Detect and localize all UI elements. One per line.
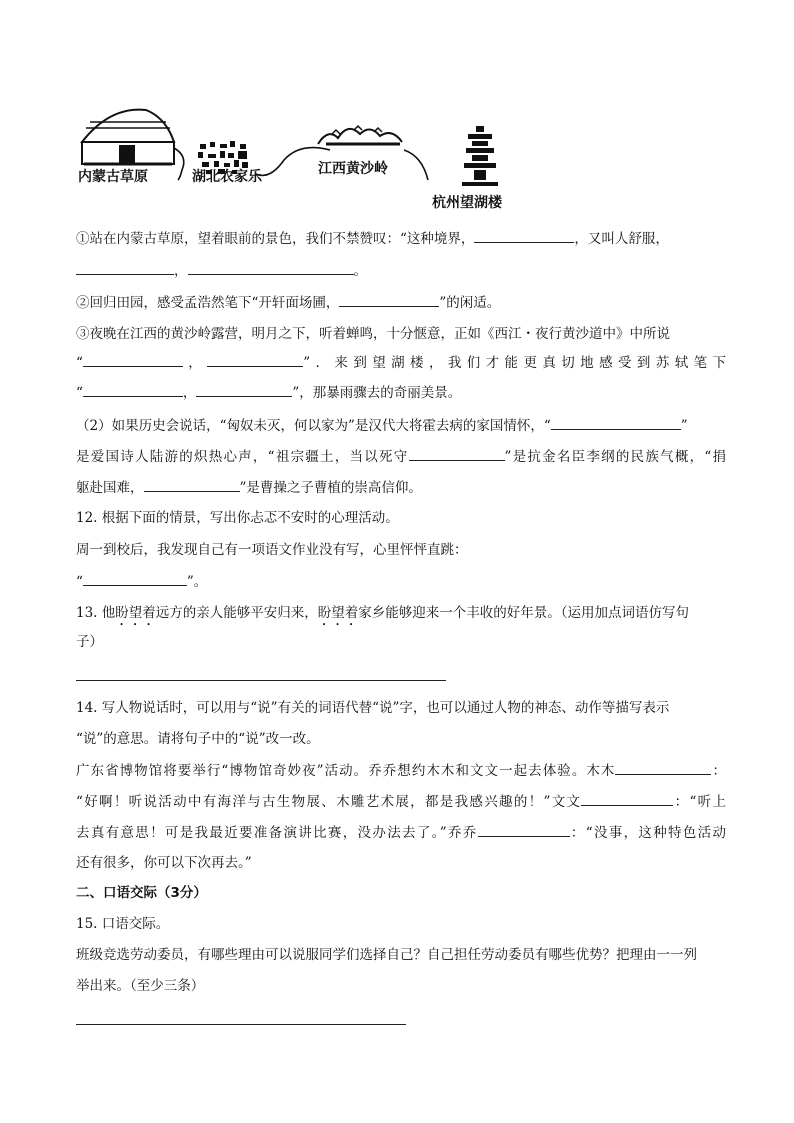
q15-body-line1: 班级竞选劳动委员，有哪些理由可以说服同学们选择自己？自己担任劳动委员有哪些优势？把理由一一列 (76, 947, 697, 963)
answer-blank[interactable] (76, 261, 174, 275)
map-label-hubei: 湖北农家乐 (192, 169, 262, 185)
dotted-word: 盼望着 (115, 605, 156, 621)
answer-blank[interactable] (83, 353, 183, 367)
answer-blank[interactable] (474, 229, 574, 243)
q11-item1-line2: ， 。 (76, 261, 726, 280)
q11-item3-line2: “ ， ”．来到望湖楼，我们才能更真切地感受到苏轼笔下 (76, 355, 726, 371)
answer-blank[interactable] (207, 353, 303, 367)
q14-passage-line1: 广东省博物馆将要举行“博物馆奇妙夜”活动。乔乔想约木木和文文一起去体验。木木 ： (76, 763, 726, 779)
answer-blank[interactable] (551, 416, 681, 430)
q14-title-line1: 14. 写人物说话时，可以用与“说”有关的词语代替“说”字，也可以通过人物的神态、动作等描写表示 (76, 700, 670, 716)
q11-part2-line1: （2）如果历史会说话，“匈奴未灭，何以家为”是汉代大将霍去病的家国情怀，“ ” (76, 418, 688, 434)
answer-blank[interactable] (83, 383, 183, 397)
answer-blank[interactable] (615, 761, 711, 775)
answer-blank[interactable] (581, 792, 673, 806)
mountain-icon (318, 126, 402, 144)
dotted-word: 盼望着 (317, 605, 359, 621)
q15-answer-line[interactable] (76, 1024, 406, 1025)
q13-line2: 子） (76, 634, 103, 650)
answer-blank[interactable] (478, 823, 570, 837)
q11-part2-line3: 躯赴国难， ”是曹操之子曹植的崇高信仰。 (76, 480, 422, 496)
map-label-inner-mongolia: 内蒙古草原 (78, 169, 148, 185)
q14-title-line2: “说”的意思。请将句子中的“说”改一改。 (76, 731, 320, 747)
section-heading: 二、口语交际（3分） (76, 885, 207, 901)
q12-title: 12. 根据下面的情景，写出你忐忑不安时的心理活动。 (76, 510, 399, 526)
answer-blank[interactable] (409, 447, 505, 461)
answer-blank[interactable] (144, 478, 240, 492)
q13-answer-line[interactable] (76, 680, 446, 681)
tower-icon (462, 126, 498, 186)
q11-item2: ②回归田园，感受孟浩然笔下“开轩面场圃， ”的闲适。 (76, 295, 501, 311)
q11-item3-line3: “ ， ”，那暴雨骤去的奇丽美景。 (76, 385, 462, 401)
map-label-hangzhou: 杭州望湖楼 (432, 195, 502, 211)
q12-scene: 周一到校后，我发现自己有一项语文作业没有写，心里怦怦直跳： (76, 542, 468, 558)
route-line (174, 148, 184, 180)
q14-passage-line4: 还有很多，你可以下次再去。” (76, 855, 252, 871)
answer-blank[interactable] (83, 572, 187, 586)
yurt-icon (82, 110, 174, 164)
q13-line1: 13. 他盼望着远方的亲人能够平安归来，盼望着家乡能够迎来一个丰收的好年景。（运用加点词语仿写句 (76, 605, 690, 621)
answer-blank[interactable] (196, 383, 292, 397)
q14-passage-line2: “好啊！听说活动中有海洋与古生物展、木雕艺术展，都是我感兴趣的！”文文 ：“听上 (76, 794, 726, 810)
answer-blank[interactable] (188, 261, 354, 275)
q11-item3-line1: ③夜晚在江西的黄沙岭露营，明月之下，听着蝉鸣，十分惬意，正如《西江・夜行黄沙道中》中所说 (76, 326, 670, 342)
q15-title: 15. 口语交际。 (76, 916, 170, 932)
q14-passage-line3: 去真有意思！可是我最近要准备演讲比赛，没办法去了。”乔乔 ：“没事，这种特色活动 (76, 825, 727, 841)
route-line (404, 150, 428, 180)
q15-body-line2: 举出来。（至少三条） (76, 978, 205, 994)
q12-answer: “ ”。 (76, 574, 208, 590)
q11-item1-line1: ①站在内蒙古草原，望着眼前的景色，我们不禁赞叹：“这种境界， ，又叫人舒服， (76, 231, 669, 247)
answer-blank[interactable] (339, 293, 439, 307)
q11-part2-line2: 是爱国诗人陆游的炽热心声，“祖宗疆土，当以死守 ”是抗金名臣李纲的民族气概，“捐 (76, 449, 726, 465)
map-label-jiangxi: 江西黄沙岭 (318, 161, 388, 177)
